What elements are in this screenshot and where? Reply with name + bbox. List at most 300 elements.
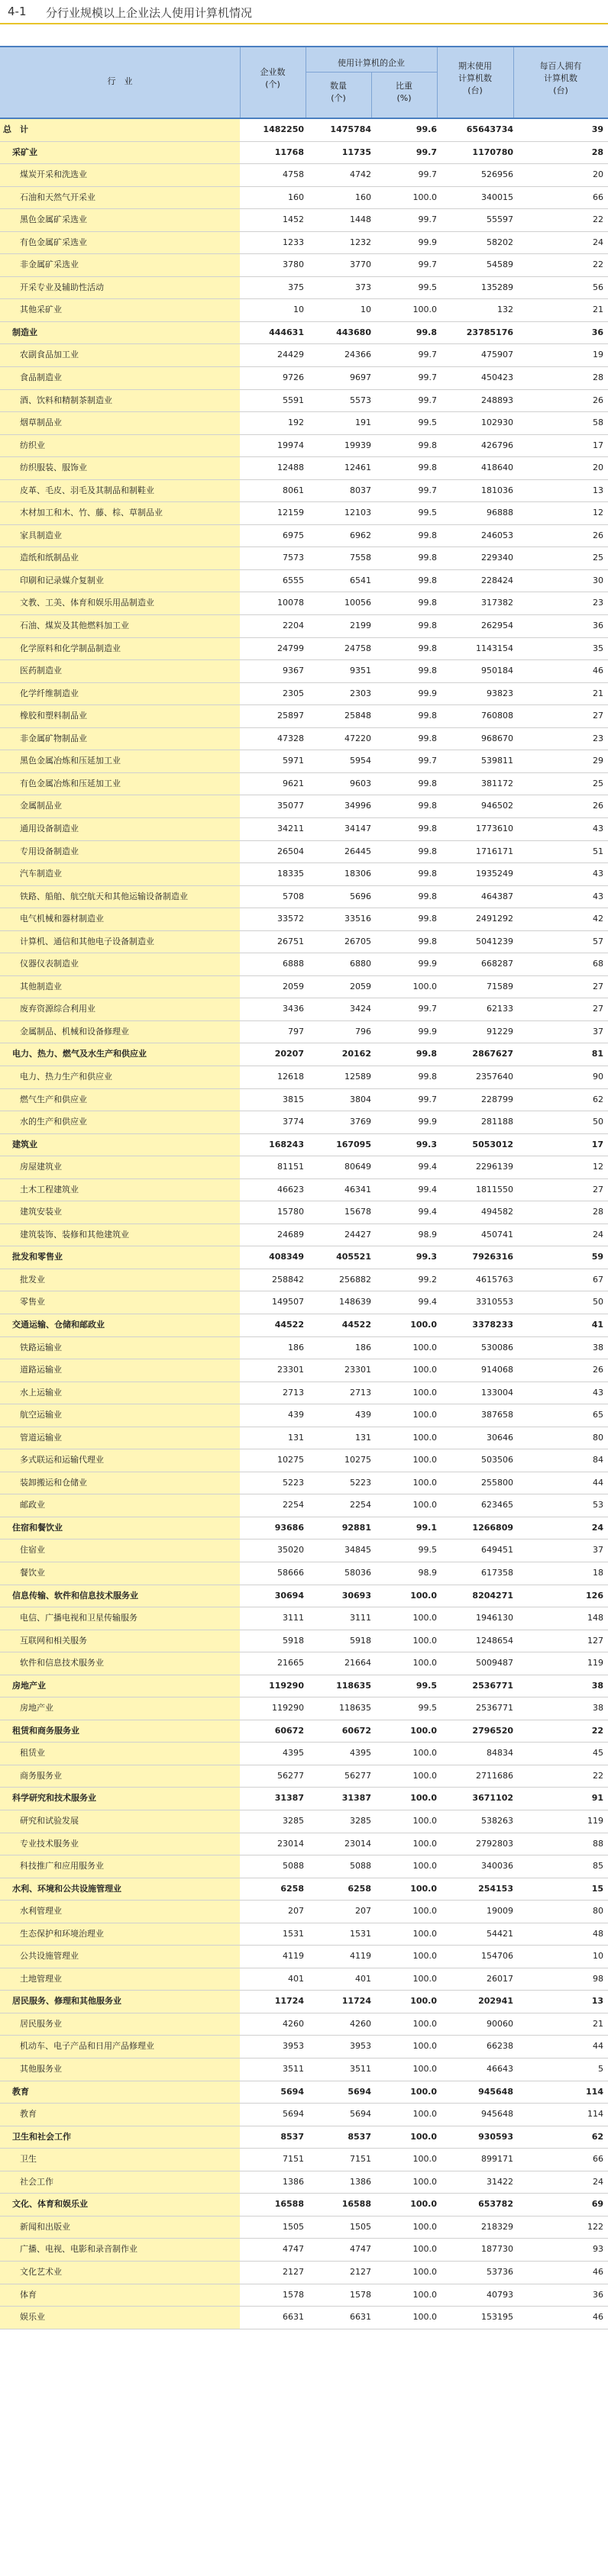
using-count-cell: 16588 (341, 2199, 371, 2210)
ratio-cell: 99.8 (418, 891, 437, 901)
computers-cell: 46643 (487, 2064, 513, 2075)
computers-cell: 246053 (481, 530, 513, 540)
per100-cell: 98 (593, 1973, 603, 1984)
table-row (0, 1066, 608, 1089)
per100-cell: 36 (593, 621, 603, 631)
industry-name: 交通运输、仓储和邮政业 (0, 1314, 240, 1336)
ratio-cell: 100.0 (412, 1748, 437, 1759)
per100-cell: 42 (593, 914, 603, 924)
table-row (0, 976, 608, 999)
per100-cell: 90 (593, 1071, 603, 1082)
table-row (0, 2149, 608, 2171)
table-row (0, 2013, 608, 2036)
using-count-cell: 439 (355, 1410, 371, 1420)
industry-name: 租赁和商务服务业 (0, 1720, 240, 1743)
computers-cell: 760808 (481, 711, 513, 721)
computers-cell: 262954 (481, 621, 513, 631)
computers-cell: 4615763 (476, 1274, 513, 1285)
industry-name: 纺织业 (0, 435, 240, 457)
enterprises-cell: 93686 (274, 1522, 304, 1533)
industry-name: 通用设备制造业 (0, 818, 240, 840)
using-count-cell: 30693 (341, 1590, 371, 1601)
computers-cell: 153195 (481, 2312, 513, 2323)
table-row (0, 1089, 608, 1112)
industry-name: 广播、电视、电影和录音制作业 (0, 2239, 240, 2261)
industry-name: 机动车、电子产品和日用产品修理业 (0, 2036, 240, 2058)
enterprises-cell: 19974 (277, 440, 304, 450)
using-count-cell: 3770 (350, 260, 371, 270)
using-count-cell: 12103 (344, 508, 371, 518)
ratio-cell: 100.0 (410, 1319, 437, 1330)
computers-cell: 538263 (481, 1816, 513, 1826)
enterprises-cell: 24689 (277, 1229, 304, 1240)
table-row (0, 2262, 608, 2284)
per100-cell: 25 (593, 778, 603, 788)
enterprises-cell: 4747 (283, 2244, 304, 2255)
per100-cell: 17 (591, 1139, 603, 1149)
industry-name: 土地管理业 (0, 1968, 240, 1991)
computers-cell: 135289 (481, 282, 513, 292)
enterprises-cell: 11768 (274, 147, 304, 157)
using-count-cell: 6631 (350, 2312, 371, 2323)
per100-cell: 81 (591, 1049, 603, 1059)
using-count-cell: 2713 (350, 1387, 371, 1398)
industry-name: 专业技术服务业 (0, 1833, 240, 1855)
per100-cell: 80 (593, 1432, 603, 1443)
ratio-cell: 99.9 (418, 1117, 437, 1127)
header-using-group: 使用计算机的企业 (338, 58, 405, 68)
industry-name: 电力、热力生产和供应业 (0, 1066, 240, 1088)
ratio-cell: 100.0 (412, 1861, 437, 1872)
ratio-cell: 99.7 (418, 1004, 437, 1014)
computers-cell: 1773610 (476, 823, 513, 833)
table-row (0, 683, 608, 706)
enterprises-cell: 16588 (274, 2199, 304, 2210)
enterprises-cell: 5708 (283, 891, 304, 901)
table-row (0, 1472, 608, 1495)
ratio-cell: 99.7 (418, 395, 437, 405)
ratio-cell: 100.0 (412, 1816, 437, 1826)
section-row (0, 1246, 608, 1269)
using-count-cell: 1386 (350, 2176, 371, 2187)
per100-cell: 38 (593, 1342, 603, 1352)
computers-cell: 539811 (481, 756, 513, 766)
using-count-cell: 23301 (344, 1365, 371, 1375)
per100-cell: 48 (593, 1928, 603, 1939)
computers-cell: 1248654 (476, 1635, 513, 1646)
enterprises-cell: 160 (288, 192, 304, 202)
industry-name: 装卸搬运和仓储业 (0, 1472, 240, 1494)
using-count-cell: 4119 (350, 1951, 371, 1962)
per100-cell: 5 (598, 2064, 603, 2075)
enterprises-cell: 1505 (283, 2221, 304, 2232)
ratio-cell: 100.0 (412, 1613, 437, 1623)
ratio-cell: 99.4 (418, 1297, 437, 1307)
enterprises-cell: 9621 (283, 778, 304, 788)
using-count-cell: 26445 (344, 846, 371, 856)
per100-cell: 13 (593, 485, 603, 495)
enterprises-cell: 5694 (283, 2109, 304, 2120)
table-row (0, 1269, 608, 1292)
using-count-cell: 160 (355, 192, 371, 202)
ratio-cell: 99.8 (418, 643, 437, 653)
page-title: 分行业规模以上企业法人使用计算机情况 (46, 6, 253, 20)
computers-cell: 2796520 (472, 1725, 513, 1736)
using-count-cell: 1531 (350, 1928, 371, 1939)
enterprises-cell: 4395 (283, 1748, 304, 1759)
using-count-cell: 373 (355, 282, 371, 292)
using-count-cell: 4395 (350, 1748, 371, 1759)
table-row (0, 390, 608, 413)
industry-name: 商务服务业 (0, 1765, 240, 1788)
using-count-cell: 34845 (344, 1545, 371, 1556)
per100-cell: 39 (591, 124, 603, 134)
ratio-cell: 99.8 (418, 575, 437, 585)
computers-cell: 381172 (481, 778, 513, 788)
industry-name: 租赁业 (0, 1743, 240, 1765)
ratio-cell: 100.0 (412, 2018, 437, 2029)
computers-cell: 5041239 (476, 936, 513, 946)
industry-name: 烟草制品业 (0, 412, 240, 434)
section-row (0, 1675, 608, 1698)
per100-cell: 12 (593, 508, 603, 518)
industry-name: 公共设施管理业 (0, 1946, 240, 1968)
section-row (0, 1878, 608, 1901)
industry-name: 住宿业 (0, 1539, 240, 1562)
per100-cell: 27 (593, 1004, 603, 1014)
industry-name: 电气机械和器材制造业 (0, 908, 240, 930)
using-count-cell: 34147 (344, 823, 371, 833)
table-row (0, 863, 608, 886)
using-count-cell: 18306 (344, 869, 371, 879)
using-count-cell: 8037 (350, 485, 371, 495)
per100-cell: 43 (593, 823, 603, 833)
industry-name: 建筑安装业 (0, 1201, 240, 1224)
table-row (0, 1201, 608, 1224)
computers-cell: 2296139 (476, 1162, 513, 1172)
ratio-cell: 99.7 (418, 372, 437, 383)
per100-cell: 22 (593, 260, 603, 270)
enterprises-cell: 24429 (277, 350, 304, 360)
ratio-cell: 100.0 (412, 1635, 437, 1646)
using-count-cell: 56277 (344, 1770, 371, 1781)
enterprises-cell: 2204 (283, 621, 304, 631)
using-count-cell: 796 (355, 1026, 371, 1037)
table-row (0, 1833, 608, 1856)
computers-cell: 30646 (487, 1432, 513, 1443)
using-count-cell: 1505 (350, 2221, 371, 2232)
enterprises-cell: 5223 (283, 1477, 304, 1488)
enterprises-cell: 10078 (277, 598, 304, 608)
table-header (0, 46, 608, 119)
ratio-cell: 99.7 (418, 350, 437, 360)
enterprises-cell: 2305 (283, 688, 304, 698)
industry-name: 总 计 (0, 119, 240, 141)
per100-cell: 22 (593, 214, 603, 225)
table-row (0, 1810, 608, 1833)
using-count-cell: 3769 (350, 1117, 371, 1127)
table-row (0, 1111, 608, 1134)
enterprises-cell: 4119 (283, 1951, 304, 1962)
per100-cell: 57 (593, 936, 603, 946)
using-count-cell: 2059 (350, 981, 371, 991)
computers-cell: 96888 (487, 508, 513, 518)
computers-cell: 623465 (481, 1500, 513, 1510)
ratio-cell: 99.8 (418, 666, 437, 676)
per100-cell: 22 (593, 1770, 603, 1781)
table-row (0, 2307, 608, 2329)
table-row (0, 1765, 608, 1788)
section-row (0, 322, 608, 345)
enterprises-cell: 797 (288, 1026, 304, 1037)
enterprises-cell: 3953 (283, 2041, 304, 2052)
enterprises-cell: 8061 (283, 485, 304, 495)
ratio-cell: 100.0 (412, 1928, 437, 1939)
per100-cell: 36 (593, 2289, 603, 2300)
using-count-cell: 11724 (341, 1996, 371, 2007)
per100-cell: 20 (593, 463, 603, 473)
using-count-cell: 33516 (344, 914, 371, 924)
computers-cell: 228424 (481, 575, 513, 585)
using-count-cell: 2254 (350, 1500, 371, 1510)
computers-cell: 530086 (481, 1342, 513, 1352)
ratio-cell: 99.8 (418, 778, 437, 788)
computers-cell: 154706 (481, 1951, 513, 1962)
per100-cell: 62 (591, 2131, 603, 2142)
industry-name: 燃气生产和供应业 (0, 1089, 240, 1111)
using-count-cell: 9351 (350, 666, 371, 676)
enterprises-cell: 2254 (283, 1500, 304, 1510)
ratio-cell: 100.0 (410, 1725, 437, 1736)
industry-name: 计算机、通信和其他电子设备制造业 (0, 931, 240, 953)
ratio-cell: 100.0 (410, 2199, 437, 2210)
per100-cell: 62 (593, 1094, 603, 1104)
enterprises-cell: 10275 (277, 1455, 304, 1465)
using-count-cell: 15678 (344, 1207, 371, 1217)
table-row (0, 592, 608, 615)
enterprises-cell: 3774 (283, 1117, 304, 1127)
per100-cell: 28 (593, 372, 603, 383)
computers-cell: 653782 (478, 2199, 513, 2210)
industry-name: 煤炭开采和洗选业 (0, 164, 240, 186)
using-count-cell: 5573 (350, 395, 371, 405)
enterprises-cell: 375 (288, 282, 304, 292)
ratio-cell: 99.8 (416, 1049, 437, 1059)
enterprises-cell: 18335 (277, 869, 304, 879)
industry-name: 非金属矿物制品业 (0, 728, 240, 750)
per100-cell: 23 (593, 733, 603, 743)
ratio-cell: 99.9 (418, 1026, 437, 1037)
per100-cell: 27 (593, 711, 603, 721)
enterprises-cell: 401 (288, 1973, 304, 1984)
per100-cell: 43 (593, 891, 603, 901)
table-row (0, 412, 608, 435)
table-row (0, 1607, 608, 1630)
per100-cell: 10 (593, 1951, 603, 1962)
per100-cell: 24 (593, 1229, 603, 1240)
ratio-cell: 100.0 (412, 1770, 437, 1781)
industry-name: 管道运输业 (0, 1427, 240, 1449)
ratio-cell: 99.3 (416, 1139, 437, 1149)
table-row (0, 1337, 608, 1360)
enterprises-cell: 258842 (272, 1274, 304, 1285)
industry-name: 卫生 (0, 2149, 240, 2171)
using-count-cell: 3285 (350, 1816, 371, 1826)
enterprises-cell: 7573 (283, 553, 304, 563)
per100-cell: 67 (593, 1274, 603, 1285)
table-row (0, 1359, 608, 1382)
table-row (0, 1404, 608, 1427)
industry-name: 铁路运输业 (0, 1337, 240, 1359)
table-row (0, 1697, 608, 1720)
industry-name: 采矿业 (0, 142, 240, 164)
table-row (0, 2104, 608, 2126)
table-row (0, 705, 608, 728)
computers-cell: 945648 (481, 2109, 513, 2120)
per100-cell: 13 (591, 1996, 603, 2007)
table-row (0, 1179, 608, 1202)
industry-name: 批发和零售业 (0, 1246, 240, 1269)
table-row (0, 480, 608, 503)
per100-cell: 127 (587, 1635, 603, 1646)
enterprises-cell: 168243 (269, 1139, 304, 1149)
computers-cell: 1143154 (476, 643, 513, 653)
enterprises-cell: 6975 (283, 530, 304, 540)
enterprises-cell: 20207 (274, 1049, 304, 1059)
per100-cell: 51 (593, 846, 603, 856)
enterprises-cell: 1531 (283, 1928, 304, 1939)
ratio-cell: 100.0 (410, 1883, 437, 1894)
table-row (0, 344, 608, 367)
ratio-cell: 99.8 (418, 530, 437, 540)
per100-cell: 65 (593, 1410, 603, 1420)
computers-cell: 19009 (487, 1906, 513, 1917)
using-count-cell: 7558 (350, 553, 371, 563)
computers-cell: 40793 (487, 2289, 513, 2300)
per100-cell: 58 (593, 418, 603, 428)
industry-name: 石油和天然气开采业 (0, 187, 240, 209)
computers-cell: 930593 (478, 2131, 513, 2142)
computers-cell: 102930 (481, 418, 513, 428)
industry-name: 房屋建筑业 (0, 1156, 240, 1178)
industry-name: 皮革、毛皮、羽毛及其制品和制鞋业 (0, 480, 240, 502)
table-row (0, 1382, 608, 1405)
industry-name: 家具制造业 (0, 525, 240, 547)
ratio-cell: 99.9 (418, 688, 437, 698)
using-count-cell: 118635 (336, 1680, 371, 1691)
using-count-cell: 26705 (344, 936, 371, 946)
enterprises-cell: 444631 (269, 327, 304, 337)
ratio-cell: 99.5 (418, 1703, 437, 1714)
computers-cell: 254153 (478, 1883, 513, 1894)
industry-name: 科技推广和应用服务业 (0, 1855, 240, 1878)
industry-name: 金属制品业 (0, 795, 240, 817)
header-industry: 行 业 (107, 76, 133, 86)
ratio-cell: 99.8 (418, 936, 437, 946)
per100-cell: 46 (593, 666, 603, 676)
enterprises-cell: 2059 (283, 981, 304, 991)
industry-name: 零售业 (0, 1291, 240, 1314)
industry-name: 水上运输业 (0, 1382, 240, 1404)
using-count-cell: 5918 (350, 1635, 371, 1646)
per100-cell: 28 (593, 1207, 603, 1217)
ratio-cell: 100.0 (412, 192, 437, 202)
per100-cell: 26 (593, 801, 603, 811)
per100-cell: 26 (593, 530, 603, 540)
per100-cell: 12 (593, 1162, 603, 1172)
enterprises-cell: 4758 (283, 169, 304, 180)
section-row (0, 1134, 608, 1157)
table-row (0, 931, 608, 954)
enterprises-cell: 58666 (277, 1568, 304, 1578)
per100-cell: 66 (593, 192, 603, 202)
table-row (0, 1855, 608, 1878)
using-count-cell: 5954 (350, 756, 371, 766)
enterprises-cell: 12488 (277, 463, 304, 473)
computers-cell: 54589 (487, 260, 513, 270)
using-count-cell: 11735 (341, 147, 371, 157)
table-row (0, 570, 608, 593)
industry-name: 居民服务、修理和其他服务业 (0, 1991, 240, 2013)
using-count-cell: 186 (355, 1342, 371, 1352)
industry-name: 文化、体育和娱乐业 (0, 2194, 240, 2216)
table-row (0, 187, 608, 210)
industry-name: 铁路、船舶、航空航天和其他运输设备制造业 (0, 886, 240, 908)
ratio-cell: 99.8 (418, 801, 437, 811)
enterprises-cell: 23014 (277, 1838, 304, 1849)
industry-name: 制造业 (0, 322, 240, 344)
industry-name: 航空运输业 (0, 1404, 240, 1427)
table-row (0, 2036, 608, 2059)
per100-cell: 17 (593, 440, 603, 450)
table-row (0, 1946, 608, 1968)
computers-cell: 133004 (481, 1387, 513, 1398)
enterprises-cell: 1233 (283, 237, 304, 247)
per100-cell: 88 (593, 1838, 603, 1849)
enterprises-cell: 207 (288, 1906, 304, 1917)
using-count-cell: 10275 (344, 1455, 371, 1465)
per100-cell: 24 (593, 2176, 603, 2187)
table-row (0, 547, 608, 570)
computers-cell: 93823 (487, 688, 513, 698)
per100-cell: 20 (593, 169, 603, 180)
table-row (0, 908, 608, 931)
computers-cell: 53736 (487, 2266, 513, 2277)
computers-cell: 2357640 (476, 1071, 513, 1082)
computers-cell: 2536771 (476, 1703, 513, 1714)
enterprises-cell: 7151 (283, 2154, 304, 2165)
enterprises-cell: 5088 (283, 1861, 304, 1872)
ratio-cell: 99.2 (418, 1274, 437, 1285)
using-count-cell: 5088 (350, 1861, 371, 1872)
enterprises-cell: 6631 (283, 2312, 304, 2323)
using-count-cell: 8537 (348, 2131, 371, 2142)
computers-cell: 1935249 (476, 869, 513, 879)
enterprises-cell: 4260 (283, 2018, 304, 2029)
ratio-cell: 100.0 (412, 305, 437, 315)
ratio-cell: 99.8 (418, 869, 437, 879)
industry-name: 汽车制造业 (0, 863, 240, 885)
using-count-cell: 167095 (336, 1139, 371, 1149)
computers-cell: 899171 (481, 2154, 513, 2165)
enterprises-cell: 119290 (269, 1680, 304, 1691)
table-row (0, 1021, 608, 1044)
industry-name: 批发业 (0, 1269, 240, 1291)
industry-name: 黑色金属冶炼和压延加工业 (0, 750, 240, 772)
ratio-cell: 99.8 (418, 711, 437, 721)
computers-cell: 132 (497, 305, 513, 315)
per100-cell: 68 (593, 959, 603, 969)
